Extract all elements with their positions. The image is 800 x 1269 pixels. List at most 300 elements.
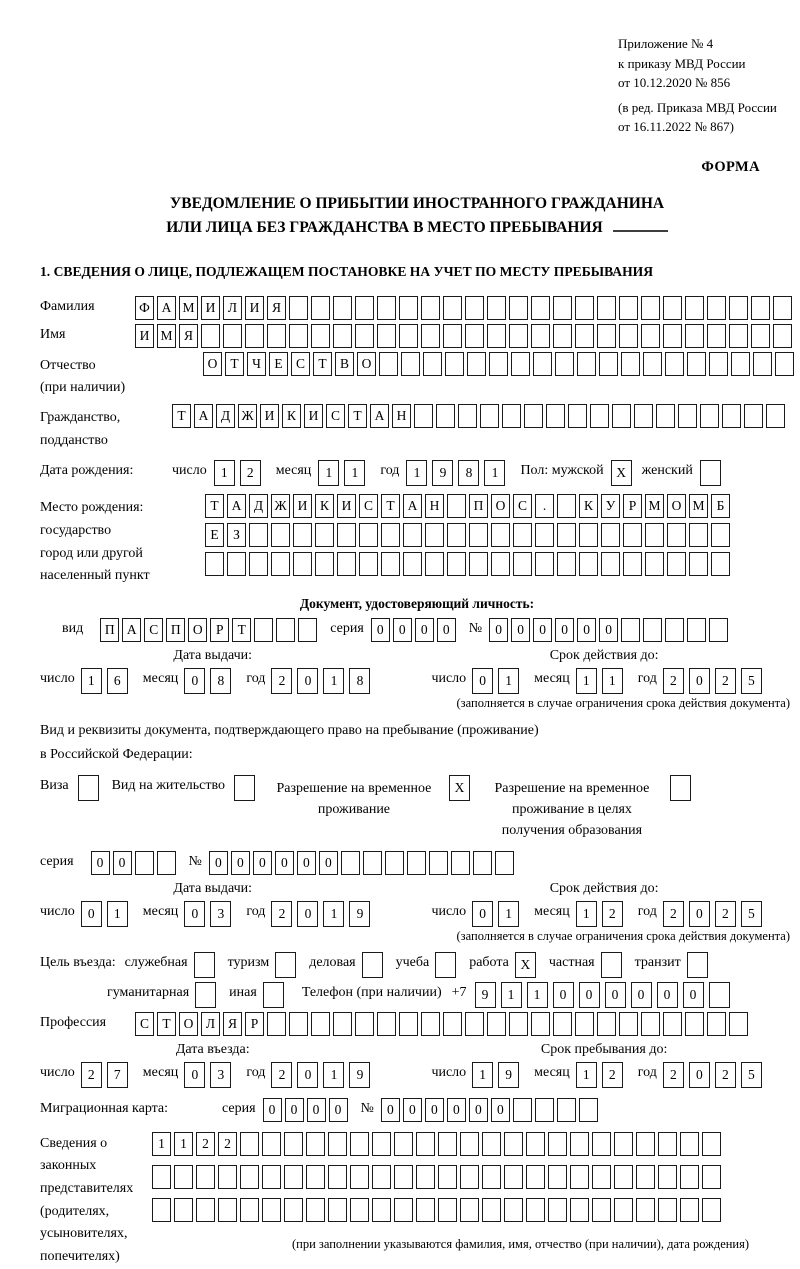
cell[interactable] bbox=[636, 1165, 655, 1189]
cell[interactable] bbox=[436, 404, 455, 428]
cell[interactable] bbox=[709, 618, 728, 642]
cell[interactable]: 0 bbox=[415, 618, 434, 642]
cell[interactable] bbox=[218, 1165, 237, 1189]
cell[interactable] bbox=[480, 404, 499, 428]
cell[interactable] bbox=[443, 324, 462, 348]
cell[interactable]: 0 bbox=[393, 618, 412, 642]
cell[interactable] bbox=[425, 523, 444, 547]
cell[interactable] bbox=[482, 1198, 501, 1222]
cell[interactable]: М bbox=[157, 324, 176, 348]
cell[interactable]: 8 bbox=[458, 460, 479, 486]
cell[interactable] bbox=[263, 982, 284, 1008]
cell[interactable] bbox=[707, 296, 726, 320]
cell[interactable] bbox=[289, 324, 308, 348]
cell[interactable]: 0 bbox=[184, 901, 205, 927]
cell[interactable]: П bbox=[166, 618, 185, 642]
cell[interactable]: 0 bbox=[297, 1062, 318, 1088]
cell[interactable] bbox=[709, 352, 728, 376]
cell[interactable] bbox=[645, 552, 664, 576]
cell[interactable] bbox=[601, 523, 620, 547]
cell[interactable]: Т bbox=[157, 1012, 176, 1036]
cell[interactable] bbox=[636, 1198, 655, 1222]
cell[interactable] bbox=[614, 1198, 633, 1222]
cell[interactable]: 0 bbox=[631, 982, 652, 1008]
cell[interactable]: 1 bbox=[81, 668, 102, 694]
cell[interactable]: 2 bbox=[196, 1132, 215, 1156]
cell[interactable] bbox=[267, 1012, 286, 1036]
cell[interactable] bbox=[372, 1165, 391, 1189]
cell[interactable]: 0 bbox=[489, 618, 508, 642]
cell[interactable] bbox=[702, 1165, 721, 1189]
cell[interactable] bbox=[394, 1132, 413, 1156]
stay-day-cells[interactable] bbox=[472, 1062, 524, 1088]
cell[interactable] bbox=[399, 324, 418, 348]
cell[interactable] bbox=[553, 296, 572, 320]
cell[interactable] bbox=[579, 523, 598, 547]
cell[interactable] bbox=[599, 352, 618, 376]
identity-expiry-day-cells[interactable] bbox=[472, 668, 524, 694]
cell[interactable]: 2 bbox=[715, 901, 736, 927]
cell[interactable] bbox=[491, 523, 510, 547]
cell[interactable] bbox=[614, 1132, 633, 1156]
temporary-residence-education-checkbox[interactable] bbox=[670, 775, 691, 801]
cell[interactable] bbox=[643, 618, 662, 642]
cell[interactable]: И bbox=[245, 296, 264, 320]
cell[interactable] bbox=[293, 552, 312, 576]
cell[interactable]: П bbox=[100, 618, 119, 642]
cell[interactable] bbox=[328, 1132, 347, 1156]
cell[interactable] bbox=[403, 552, 422, 576]
cell[interactable] bbox=[333, 1012, 352, 1036]
cell[interactable] bbox=[729, 324, 748, 348]
cell[interactable] bbox=[502, 404, 521, 428]
cell[interactable] bbox=[592, 1198, 611, 1222]
cell[interactable] bbox=[678, 404, 697, 428]
cell[interactable]: С bbox=[144, 618, 163, 642]
cell[interactable] bbox=[262, 1165, 281, 1189]
cell[interactable] bbox=[416, 1132, 435, 1156]
cell[interactable]: 0 bbox=[469, 1098, 488, 1122]
cell[interactable]: 0 bbox=[689, 901, 710, 927]
cell[interactable] bbox=[337, 523, 356, 547]
migration-series-cells[interactable] bbox=[263, 1098, 351, 1122]
cell[interactable]: 0 bbox=[371, 618, 390, 642]
cell[interactable] bbox=[663, 324, 682, 348]
cell[interactable] bbox=[447, 523, 466, 547]
temporary-residence-checkbox[interactable] bbox=[449, 775, 470, 801]
cell[interactable]: А bbox=[157, 296, 176, 320]
cell[interactable]: Н bbox=[425, 494, 444, 518]
birth-month-cells[interactable] bbox=[318, 460, 370, 486]
cell[interactable]: Т bbox=[172, 404, 191, 428]
cell[interactable] bbox=[487, 296, 506, 320]
cell[interactable] bbox=[592, 1165, 611, 1189]
stay-year-cells[interactable] bbox=[663, 1062, 767, 1088]
cell[interactable] bbox=[359, 523, 378, 547]
cell[interactable] bbox=[548, 1165, 567, 1189]
cell[interactable] bbox=[707, 1012, 726, 1036]
cell[interactable]: 3 bbox=[210, 1062, 231, 1088]
cell[interactable] bbox=[381, 523, 400, 547]
cell[interactable]: 6 bbox=[107, 668, 128, 694]
cell[interactable]: 2 bbox=[602, 901, 623, 927]
purpose-humanitarian-checkbox[interactable] bbox=[195, 982, 216, 1008]
cell[interactable] bbox=[619, 324, 638, 348]
cell[interactable] bbox=[513, 552, 532, 576]
cell[interactable]: 2 bbox=[81, 1062, 102, 1088]
cell[interactable]: Д bbox=[216, 404, 235, 428]
cell[interactable]: X bbox=[515, 952, 536, 978]
patronymic-cells[interactable] bbox=[203, 352, 797, 376]
cell[interactable] bbox=[619, 1012, 638, 1036]
cell[interactable]: У bbox=[601, 494, 620, 518]
cell[interactable] bbox=[399, 1012, 418, 1036]
cell[interactable]: 0 bbox=[577, 618, 596, 642]
cell[interactable] bbox=[575, 296, 594, 320]
cell[interactable]: 0 bbox=[491, 1098, 510, 1122]
cell[interactable]: М bbox=[645, 494, 664, 518]
cell[interactable]: С bbox=[513, 494, 532, 518]
cell[interactable]: 0 bbox=[184, 1062, 205, 1088]
cell[interactable] bbox=[557, 523, 576, 547]
cell[interactable] bbox=[240, 1165, 259, 1189]
cell[interactable] bbox=[597, 324, 616, 348]
cell[interactable] bbox=[513, 523, 532, 547]
cell[interactable]: Т bbox=[232, 618, 251, 642]
cell[interactable] bbox=[306, 1198, 325, 1222]
cell[interactable] bbox=[623, 552, 642, 576]
cell[interactable] bbox=[658, 1132, 677, 1156]
cell[interactable] bbox=[234, 775, 255, 801]
cell[interactable] bbox=[753, 352, 772, 376]
phone-cells[interactable] bbox=[475, 982, 735, 1008]
cell[interactable] bbox=[489, 352, 508, 376]
cell[interactable] bbox=[645, 523, 664, 547]
cell[interactable] bbox=[663, 1012, 682, 1036]
cell[interactable] bbox=[421, 296, 440, 320]
cell[interactable]: П bbox=[469, 494, 488, 518]
cell[interactable]: 0 bbox=[209, 851, 228, 875]
residence-expiry-year-cells[interactable] bbox=[663, 901, 767, 927]
cell[interactable]: С bbox=[326, 404, 345, 428]
representatives-row2-cells[interactable] bbox=[152, 1165, 749, 1189]
cell[interactable] bbox=[766, 404, 785, 428]
cell[interactable] bbox=[482, 1132, 501, 1156]
given-name-cells[interactable] bbox=[135, 324, 795, 348]
cell[interactable] bbox=[443, 1012, 462, 1036]
cell[interactable]: 0 bbox=[329, 1098, 348, 1122]
cell[interactable]: 0 bbox=[447, 1098, 466, 1122]
cell[interactable]: 1 bbox=[323, 668, 344, 694]
cell[interactable] bbox=[195, 982, 216, 1008]
purpose-study-checkbox[interactable] bbox=[435, 952, 456, 978]
cell[interactable] bbox=[394, 1198, 413, 1222]
cell[interactable] bbox=[218, 1198, 237, 1222]
cell[interactable] bbox=[157, 851, 176, 875]
cell[interactable] bbox=[504, 1165, 523, 1189]
cell[interactable]: О bbox=[667, 494, 686, 518]
cell[interactable] bbox=[533, 352, 552, 376]
cell[interactable]: Р bbox=[623, 494, 642, 518]
cell[interactable] bbox=[623, 523, 642, 547]
cell[interactable]: Р bbox=[245, 1012, 264, 1036]
cell[interactable] bbox=[333, 296, 352, 320]
cell[interactable] bbox=[729, 296, 748, 320]
cell[interactable]: Я bbox=[267, 296, 286, 320]
cell[interactable]: Р bbox=[210, 618, 229, 642]
cell[interactable] bbox=[445, 352, 464, 376]
cell[interactable]: X bbox=[611, 460, 632, 486]
cell[interactable] bbox=[601, 552, 620, 576]
cell[interactable] bbox=[469, 552, 488, 576]
cell[interactable] bbox=[196, 1198, 215, 1222]
cell[interactable] bbox=[707, 324, 726, 348]
cell[interactable]: М bbox=[689, 494, 708, 518]
cell[interactable] bbox=[641, 324, 660, 348]
cell[interactable] bbox=[311, 324, 330, 348]
cell[interactable]: X bbox=[449, 775, 470, 801]
cell[interactable] bbox=[249, 523, 268, 547]
cell[interactable] bbox=[619, 296, 638, 320]
cell[interactable]: 0 bbox=[472, 901, 493, 927]
cell[interactable]: 9 bbox=[475, 982, 496, 1008]
cell[interactable] bbox=[636, 1132, 655, 1156]
cell[interactable]: О bbox=[491, 494, 510, 518]
cell[interactable] bbox=[328, 1165, 347, 1189]
cell[interactable]: 0 bbox=[683, 982, 704, 1008]
cell[interactable]: 5 bbox=[741, 1062, 762, 1088]
cell[interactable] bbox=[614, 1165, 633, 1189]
cell[interactable] bbox=[201, 324, 220, 348]
cell[interactable] bbox=[385, 851, 404, 875]
cell[interactable]: 0 bbox=[297, 901, 318, 927]
cell[interactable]: 2 bbox=[240, 460, 261, 486]
cell[interactable] bbox=[416, 1198, 435, 1222]
cell[interactable]: 0 bbox=[81, 901, 102, 927]
cell[interactable] bbox=[350, 1198, 369, 1222]
cell[interactable] bbox=[680, 1165, 699, 1189]
cell[interactable] bbox=[575, 1012, 594, 1036]
cell[interactable] bbox=[379, 352, 398, 376]
cell[interactable]: О bbox=[188, 618, 207, 642]
cell[interactable] bbox=[337, 552, 356, 576]
cell[interactable] bbox=[670, 775, 691, 801]
cell[interactable]: 5 bbox=[741, 668, 762, 694]
cell[interactable]: С bbox=[135, 1012, 154, 1036]
cell[interactable] bbox=[641, 1012, 660, 1036]
cell[interactable] bbox=[245, 324, 264, 348]
purpose-work-checkbox[interactable] bbox=[515, 952, 536, 978]
cell[interactable]: К bbox=[315, 494, 334, 518]
cell[interactable]: Т bbox=[348, 404, 367, 428]
cell[interactable] bbox=[570, 1165, 589, 1189]
cell[interactable]: 1 bbox=[576, 668, 597, 694]
cell[interactable]: 9 bbox=[349, 1062, 370, 1088]
cell[interactable] bbox=[205, 552, 224, 576]
cell[interactable]: 0 bbox=[285, 1098, 304, 1122]
cell[interactable] bbox=[377, 324, 396, 348]
sex-male-checkbox[interactable] bbox=[611, 460, 632, 486]
cell[interactable] bbox=[667, 552, 686, 576]
cell[interactable]: 0 bbox=[425, 1098, 444, 1122]
migration-number-cells[interactable] bbox=[381, 1098, 601, 1122]
cell[interactable]: 0 bbox=[657, 982, 678, 1008]
cell[interactable] bbox=[152, 1198, 171, 1222]
birth-day-cells[interactable] bbox=[214, 460, 266, 486]
cell[interactable] bbox=[458, 404, 477, 428]
cell[interactable] bbox=[531, 296, 550, 320]
cell[interactable] bbox=[495, 851, 514, 875]
cell[interactable] bbox=[504, 1132, 523, 1156]
cell[interactable] bbox=[658, 1198, 677, 1222]
cell[interactable] bbox=[775, 352, 794, 376]
cell[interactable] bbox=[601, 952, 622, 978]
cell[interactable] bbox=[557, 1098, 576, 1122]
cell[interactable] bbox=[78, 775, 99, 801]
cell[interactable] bbox=[293, 523, 312, 547]
cell[interactable] bbox=[526, 1132, 545, 1156]
cell[interactable] bbox=[526, 1165, 545, 1189]
cell[interactable] bbox=[438, 1198, 457, 1222]
entry-month-cells[interactable] bbox=[184, 1062, 236, 1088]
residence-issue-month-cells[interactable] bbox=[184, 901, 236, 927]
cell[interactable]: 5 bbox=[741, 901, 762, 927]
cell[interactable]: Е bbox=[269, 352, 288, 376]
cell[interactable] bbox=[579, 552, 598, 576]
cell[interactable]: 1 bbox=[484, 460, 505, 486]
birth-place-row3-cells[interactable] bbox=[205, 552, 733, 576]
cell[interactable] bbox=[465, 324, 484, 348]
cell[interactable] bbox=[381, 552, 400, 576]
cell[interactable]: 9 bbox=[349, 901, 370, 927]
cell[interactable] bbox=[355, 324, 374, 348]
cell[interactable] bbox=[487, 324, 506, 348]
cell[interactable] bbox=[254, 618, 273, 642]
cell[interactable] bbox=[249, 552, 268, 576]
cell[interactable]: Д bbox=[249, 494, 268, 518]
purpose-other-checkbox[interactable] bbox=[263, 982, 284, 1008]
cell[interactable] bbox=[227, 552, 246, 576]
doc-series-cells[interactable] bbox=[371, 618, 459, 642]
cell[interactable]: 0 bbox=[511, 618, 530, 642]
cell[interactable] bbox=[416, 1165, 435, 1189]
cell[interactable]: 2 bbox=[271, 901, 292, 927]
birth-place-row1-cells[interactable] bbox=[205, 494, 733, 518]
cell[interactable] bbox=[665, 618, 684, 642]
cell[interactable] bbox=[773, 296, 792, 320]
cell[interactable]: О bbox=[203, 352, 222, 376]
entry-day-cells[interactable] bbox=[81, 1062, 133, 1088]
identity-issue-year-cells[interactable] bbox=[271, 668, 375, 694]
cell[interactable] bbox=[685, 296, 704, 320]
cell[interactable]: Т bbox=[381, 494, 400, 518]
cell[interactable] bbox=[350, 1132, 369, 1156]
cell[interactable]: И bbox=[201, 296, 220, 320]
cell[interactable] bbox=[487, 1012, 506, 1036]
visa-checkbox[interactable] bbox=[78, 775, 99, 801]
cell[interactable]: 1 bbox=[323, 1062, 344, 1088]
purpose-private-checkbox[interactable] bbox=[601, 952, 622, 978]
cell[interactable] bbox=[460, 1198, 479, 1222]
cell[interactable] bbox=[700, 460, 721, 486]
cell[interactable] bbox=[612, 404, 631, 428]
cell[interactable]: 2 bbox=[663, 1062, 684, 1088]
cell[interactable]: И bbox=[260, 404, 279, 428]
cell[interactable] bbox=[667, 523, 686, 547]
cell[interactable] bbox=[658, 1165, 677, 1189]
cell[interactable]: Н bbox=[392, 404, 411, 428]
cell[interactable] bbox=[359, 552, 378, 576]
cell[interactable]: 0 bbox=[275, 851, 294, 875]
cell[interactable] bbox=[689, 523, 708, 547]
cell[interactable]: 2 bbox=[271, 1062, 292, 1088]
cell[interactable] bbox=[597, 296, 616, 320]
cell[interactable] bbox=[284, 1132, 303, 1156]
cell[interactable]: 0 bbox=[381, 1098, 400, 1122]
cell[interactable] bbox=[751, 324, 770, 348]
cell[interactable] bbox=[306, 1132, 325, 1156]
cell[interactable]: С bbox=[359, 494, 378, 518]
cell[interactable] bbox=[482, 1165, 501, 1189]
cell[interactable]: И bbox=[304, 404, 323, 428]
cell[interactable] bbox=[773, 324, 792, 348]
cell[interactable]: 8 bbox=[349, 668, 370, 694]
identity-expiry-year-cells[interactable] bbox=[663, 668, 767, 694]
cell[interactable]: Л bbox=[223, 296, 242, 320]
cell[interactable]: О bbox=[357, 352, 376, 376]
cell[interactable] bbox=[306, 1165, 325, 1189]
cell[interactable]: Т bbox=[313, 352, 332, 376]
cell[interactable] bbox=[262, 1198, 281, 1222]
cell[interactable] bbox=[570, 1132, 589, 1156]
cell[interactable]: 0 bbox=[533, 618, 552, 642]
residence-series-cells[interactable] bbox=[91, 851, 179, 875]
cell[interactable] bbox=[557, 552, 576, 576]
cell[interactable] bbox=[447, 552, 466, 576]
cell[interactable] bbox=[509, 1012, 528, 1036]
cell[interactable] bbox=[363, 851, 382, 875]
cell[interactable]: Ж bbox=[271, 494, 290, 518]
purpose-business-checkbox[interactable] bbox=[362, 952, 383, 978]
cell[interactable] bbox=[513, 1098, 532, 1122]
cell[interactable] bbox=[680, 1198, 699, 1222]
cell[interactable] bbox=[421, 1012, 440, 1036]
cell[interactable] bbox=[592, 1132, 611, 1156]
cell[interactable]: 0 bbox=[437, 618, 456, 642]
cell[interactable] bbox=[504, 1198, 523, 1222]
cell[interactable] bbox=[531, 1012, 550, 1036]
cell[interactable]: 1 bbox=[174, 1132, 193, 1156]
cell[interactable]: К bbox=[282, 404, 301, 428]
cell[interactable] bbox=[722, 404, 741, 428]
cell[interactable] bbox=[711, 552, 730, 576]
representatives-row1-cells[interactable] bbox=[152, 1132, 749, 1156]
cell[interactable] bbox=[526, 1198, 545, 1222]
cell[interactable]: 0 bbox=[689, 668, 710, 694]
cell[interactable] bbox=[362, 952, 383, 978]
cell[interactable] bbox=[469, 523, 488, 547]
cell[interactable] bbox=[641, 296, 660, 320]
cell[interactable] bbox=[687, 352, 706, 376]
cell[interactable] bbox=[590, 404, 609, 428]
cell[interactable] bbox=[467, 352, 486, 376]
cell[interactable] bbox=[663, 296, 682, 320]
cell[interactable] bbox=[355, 1012, 374, 1036]
cell[interactable] bbox=[240, 1198, 259, 1222]
cell[interactable]: Я bbox=[179, 324, 198, 348]
cell[interactable]: 1 bbox=[344, 460, 365, 486]
cell[interactable]: 0 bbox=[605, 982, 626, 1008]
